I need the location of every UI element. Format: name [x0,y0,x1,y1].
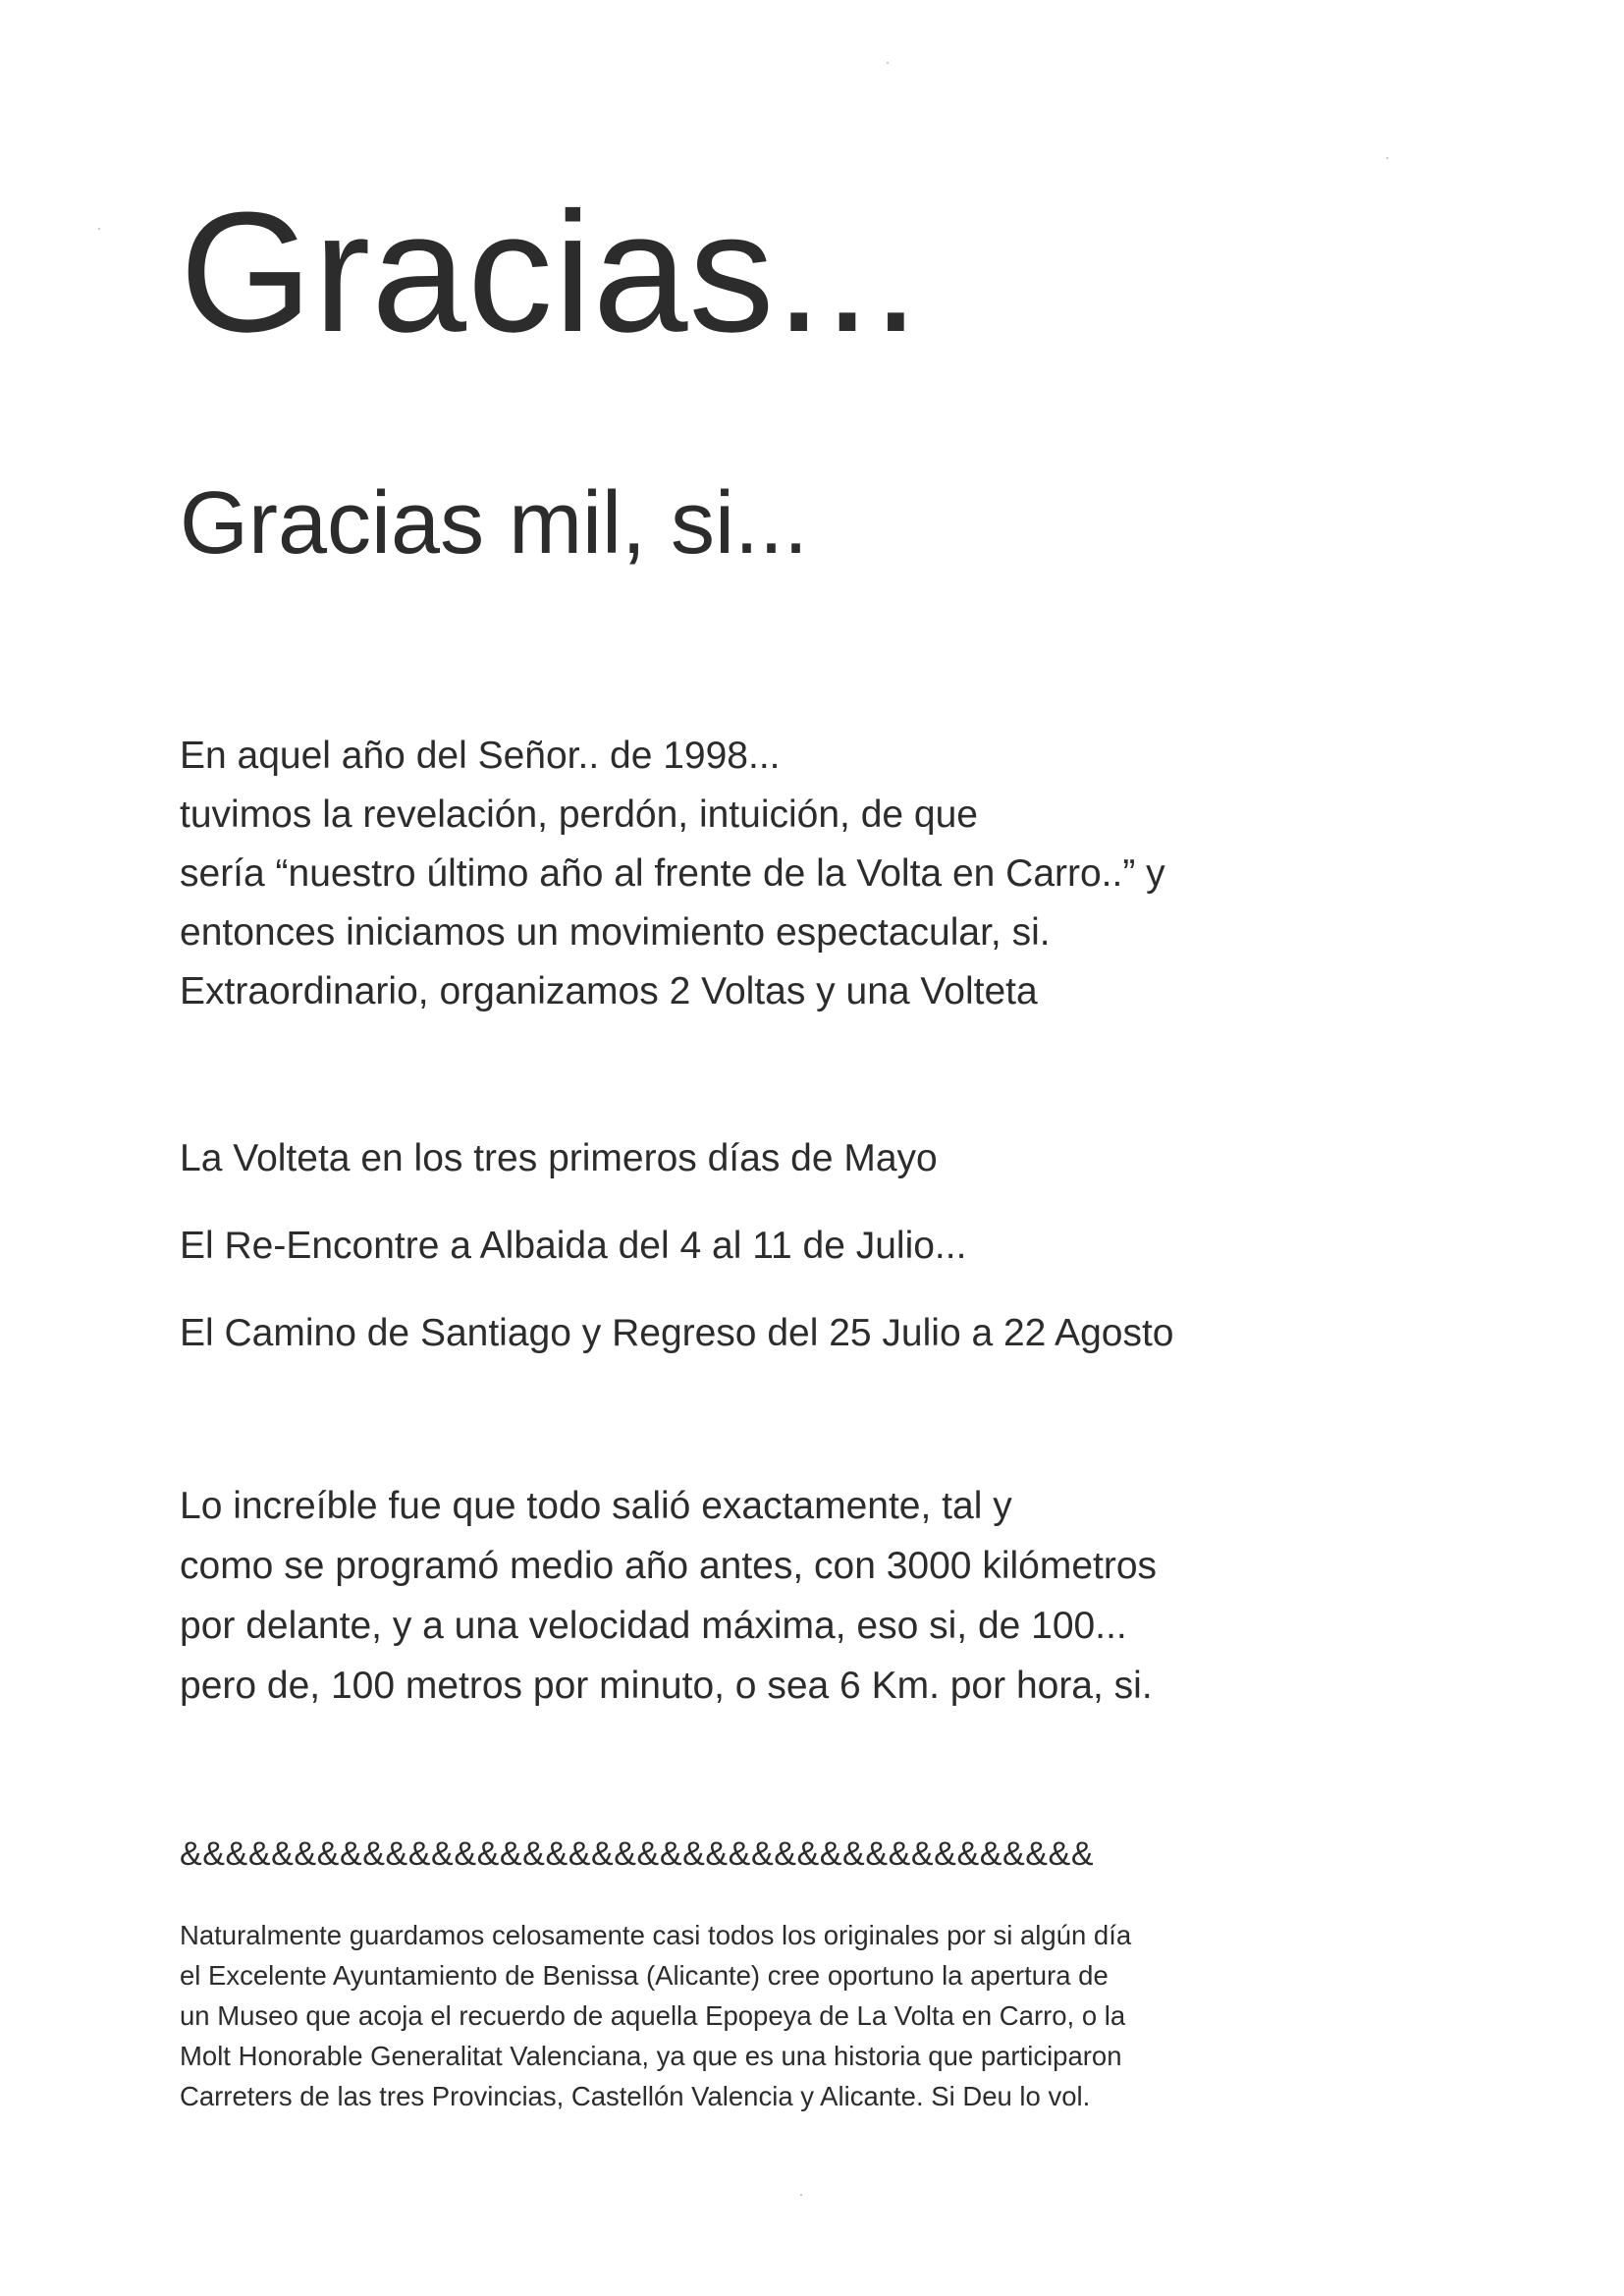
scan-speck [1386,157,1388,159]
summary-line: pero de, 100 metros por minuto, o sea 6 Km. por hora, si. [180,1665,1153,1707]
intro-line: entonces iniciamos un movimiento espectacular, si. [180,911,1051,954]
page-title: Gracias... [180,176,921,367]
intro-line: En aquel año del Señor.. de 1998... [180,735,781,777]
event-item: La Volteta en los tres primeros días de Mayo [180,1137,938,1179]
event-item: El Camino de Santiago y Regreso del 25 Julio a 22 Agosto [180,1312,1174,1354]
scan-speck [887,62,889,64]
summary-line: por delante, y a una velocidad máxima, eso si, de 100... [180,1605,1127,1647]
summary-line: como se programó medio año antes, con 3000 kilómetros [180,1545,1158,1587]
page-subtitle: Gracias mil, si... [180,474,809,573]
ampersand-separator: &&&&&&&&&&&&&&&&&&&&&&&&&&&&&&&&&&&&&&&& [180,1835,1095,1873]
intro-line: sería “nuestro último año al frente de la Volta en Carro..” y [180,852,1165,895]
footnote-line: Carreters de las tres Provincias, Castellón Valencia y Alicante. Si Deu lo vol. [180,2081,1091,2111]
footnote-line: Molt Honorable Generalitat Valenciana, ya que es una historia que participaron [180,2041,1122,2071]
footnote-line: Naturalmente guardamos celosamente casi todos los originales por si algún día [180,1920,1132,1950]
scan-speck [98,228,100,230]
footnote-line: un Museo que acoja el recuerdo de aquella Epopeya de La Volta en Carro, o la [180,2000,1126,2031]
intro-line: Extraordinario, organizamos 2 Voltas y una Volteta [180,970,1038,1012]
event-list [180,1129,1173,1392]
intro-paragraph [180,727,1456,1021]
summary-line: Lo increíble fue que todo salió exactamente, tal y [180,1485,1012,1527]
footnote-line: el Excelente Ayuntamiento de Benissa (Alicante) cree oportuno la apertura de [180,1960,1109,1991]
event-item: El Re-Encontre a Albaida del 4 al 11 de Julio... [180,1225,967,1267]
footnote-paragraph [180,1915,1131,2116]
summary-paragraph [180,1476,1157,1716]
intro-line: tuvimos la revelación, perdón, intuición, de que [180,793,978,836]
scan-speck [800,2194,802,2196]
